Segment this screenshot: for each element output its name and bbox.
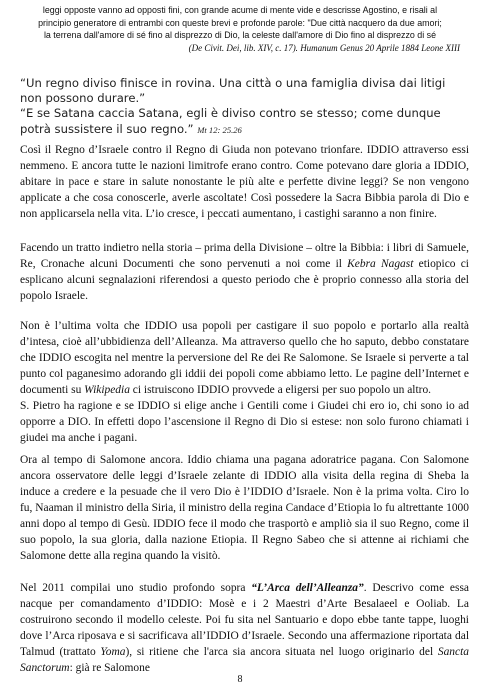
ark-study-title: “L’Arca dell’Alleanza” xyxy=(251,582,364,594)
quote-line: “Un regno diviso finisce in rovina. Una città o una famiglia divisa dai litigi non possono durare.” xyxy=(20,76,446,106)
quote-line xyxy=(20,106,468,137)
paragraph-span: Facendo un tratto indietro nella storia – prima della Divisione – oltre la Bibbia: i libri di Samuele, Re, Cronache alcuni Documenti che sono pervenuti a noi come il xyxy=(20,242,469,270)
paragraph-span: ), si ritiene che l'arca sia ancora situata nel luogo originario del xyxy=(125,646,438,658)
paragraph-text: Così il Regno d’Israele contro il Regno di Giuda non potevano trionfare. IDDIO attraverso essi nemmeno. E ancora tutte le nazioni limitrofe erano contro. Come potevano dare gloria a IDDIO, abitare in pace e stare in salute nonostante le più alte e perfette divine leggi? Se non vengono applicate a che cosa conoscerle, averle ascoltate! Così possedere la Sacra Bibbia parola di Dio e non applicarsela nella vita. L’io cresce, i peccati aumentano, i castighi saranno a non finire. xyxy=(20,144,469,220)
gospel-quote xyxy=(20,76,468,138)
paragraph-text: Ora al tempo di Salomone ancora. Iddio chiama una pagana adoratrice pagana. Con Salomone ancora osservatore delle leggi d’Israele zelante di IDDIO alla visita della regina di Sheba la induce a credere e la pesuade che il vero Dio è l’IDDIO d’Israele. Non è la prima volta. Ciro lo fu, Naaman il ministro della Siria, il ministro della regina Candace d’Etiopia lo fu altrettante 1000 anni dopo al tempo di Gesù. IDDIO fece il modo che trasportò e ampliò sia il suo Regno, come il suo popolo, la sua gloria, dalla nazione Etiopia. Il Regno Sabeo che si attenne ai richiami che Salomone dette alla regina quando la visitò. xyxy=(20,454,469,562)
citation-document: Humanum Genus 20 Aprile 1884 Leone XIII xyxy=(300,42,460,53)
paragraph-text: S. Pietro ha ragione e se IDDIO si elige anche i Gentili come i Giudei chi ero io, chi sono io ad opporre a DIO. In effetti dopo l’ascensione il Regno di Dio si estese: non solo furono chiamati i giudei ma anche i pagani. xyxy=(20,400,469,444)
paragraph-text xyxy=(20,240,469,304)
paragraph-solomon xyxy=(20,452,469,564)
wikipedia-name: Wikipedia xyxy=(84,384,130,396)
paragraph-span: ci istruiscono IDDIO provvede a eligersi per suo popolo un altro. xyxy=(129,384,432,396)
paragraph-span: etiopico ci esplicano alcuni segnalazioni riferendosi a questo periodo che è proprio connesso alla storia del popolo Israele. xyxy=(20,258,469,302)
quote-text: “E se Satana caccia Satana, egli è diviso contro se stesso; come dunque potrà sussistere il suo regno.” xyxy=(20,106,441,136)
encyclical-excerpt xyxy=(20,4,460,54)
kebra-nagast-title: Kebra Nagast xyxy=(347,258,414,270)
citation-source: (De Civit. Dei, lib. XIV, c. 17). xyxy=(188,42,301,53)
excerpt-line: principio generatore di entrambi con queste brevi e profonde parole: "Due città nacquero da due amori; xyxy=(38,17,442,28)
paragraph-span: . Descrivo come essa nacque per comandamento d’IDDIO: Mosè e i 2 Maestri d’Arte Besalaeel e Ooliab. La costruirono secondo il modello celeste. Poi fu sita nel Santuario e dopo ebbe tante tappe, luoghi dove l’Arca riposava e si sacrificava all’IDDIO d’Israele. Secondo una affermazione riportata dal Talmud (trattato xyxy=(20,582,469,658)
paragraph-punishment xyxy=(20,318,469,446)
yoma-tractate: Yoma xyxy=(100,646,126,658)
excerpt-line: leggi opposte vanno ad opposti fini, con grande acume di mente vide e descrisse Agostino, e risali al xyxy=(42,5,438,15)
excerpt-line: la terrena dall'amore di sé fino al disprezzo di Dio, la celeste dall'amore di Dio fino al disprezzo di sé xyxy=(43,30,437,41)
paragraph-span: : già re Salomone xyxy=(69,662,150,674)
excerpt-citation xyxy=(20,42,460,55)
paragraph-history xyxy=(20,240,469,304)
sancta-sanctorum: Sancta Sanctorum xyxy=(20,646,469,674)
paragraph-kingdoms xyxy=(20,142,469,222)
page-number: 8 xyxy=(237,674,243,685)
paragraph-span: Non è l’ultima volta che IDDIO usa popoli per castigare il suo popolo e portarlo alla realtà d’intesa, cioè all’ubbidienza dell’Alleanza. Ma attraverso quello che ho saputo, debbo constatare che IDDIO escogita nel mentre la perversione del Re dei Re Salomone. Se Israele si perverte a tal punto col paganesimo adorando gli iddii dei popoli come abbiamo letto. Le pagine dell’Internet e documenti su xyxy=(20,320,469,396)
paragraph-span: Nel 2011 compilai uno studio profondo sopra xyxy=(20,582,252,594)
paragraph-ark xyxy=(20,580,469,676)
paragraph-text xyxy=(20,318,469,398)
paragraph-text xyxy=(20,580,469,676)
quote-reference: Mt 12: 25.26 xyxy=(197,124,242,135)
